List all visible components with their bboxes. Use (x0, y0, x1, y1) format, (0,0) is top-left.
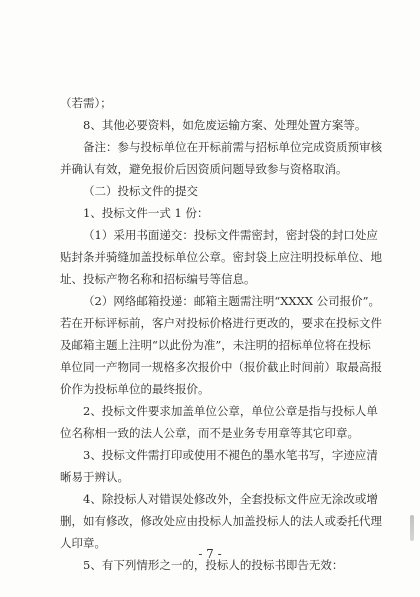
text-line: 及邮箱主题上注明“以此份为准”，未注明的招标单位将在投标 (60, 338, 371, 352)
section-heading: （二）投标文件的提交 (83, 184, 198, 198)
text-line: （2）网络邮箱投递：邮箱主题需注明“XXXX 公司报价”。 (83, 294, 380, 308)
text-line: 人印章。 (60, 536, 106, 550)
text-line: 价作为投标单位的最终报价。 (60, 382, 210, 396)
text-line: 8、其他必要资料，如危废运输方案、处理处置方案等。 (83, 118, 367, 132)
text-line: （若需）； (60, 96, 112, 110)
body-text (60, 92, 382, 576)
scan-artifact (410, 515, 414, 541)
text-line: 若在开标评标前，客户对投标价格进行更改的，要求在投标文件 (60, 316, 382, 330)
text-line: 2、投标文件要求加盖单位公章，单位公章是指与投标人单 (83, 404, 378, 418)
page-number: - 7 - (198, 547, 222, 561)
text-line: 1、投标文件一式 1 份： (83, 206, 209, 220)
text-line: 位名称相一致的法人公章，而不是业务专用章等其它印章。 (60, 426, 359, 440)
text-line: 删，如有修改，修改处应由投标人加盖投标人的法人或委托代理 (60, 514, 382, 528)
text-line: 4、除投标人对错误处修改外，全套投标文件应无涂改或增 (83, 492, 378, 506)
text-line: 并确认有效，避免报价后因资质问题导致参与资格取消。 (60, 162, 348, 176)
text-line: （1）采用书面递交：投标文件需密封，密封袋的封口处应 (83, 228, 378, 242)
text-line: 3、投标文件需打印或使用不褪色的墨水笔书写，字迹应清 (83, 448, 378, 462)
text-line: 单位同一产物同一规格多次报价中（报价截止时间前）取最高报 (60, 360, 382, 374)
text-line: 晰易于辨认。 (60, 470, 129, 484)
text-line: 贴封条并骑缝加盖投标单位公章。密封袋上应注明投标单位、地 (60, 250, 382, 264)
text-line: 址、投标产物名称和招标编号等信息。 (60, 272, 256, 286)
text-line: 5、有下列情形之一的，投标人的投标书即告无效： (83, 558, 344, 572)
text-line: 备注：参与投标单位在开标前需与招标单位完成资质预审核 (83, 140, 382, 154)
